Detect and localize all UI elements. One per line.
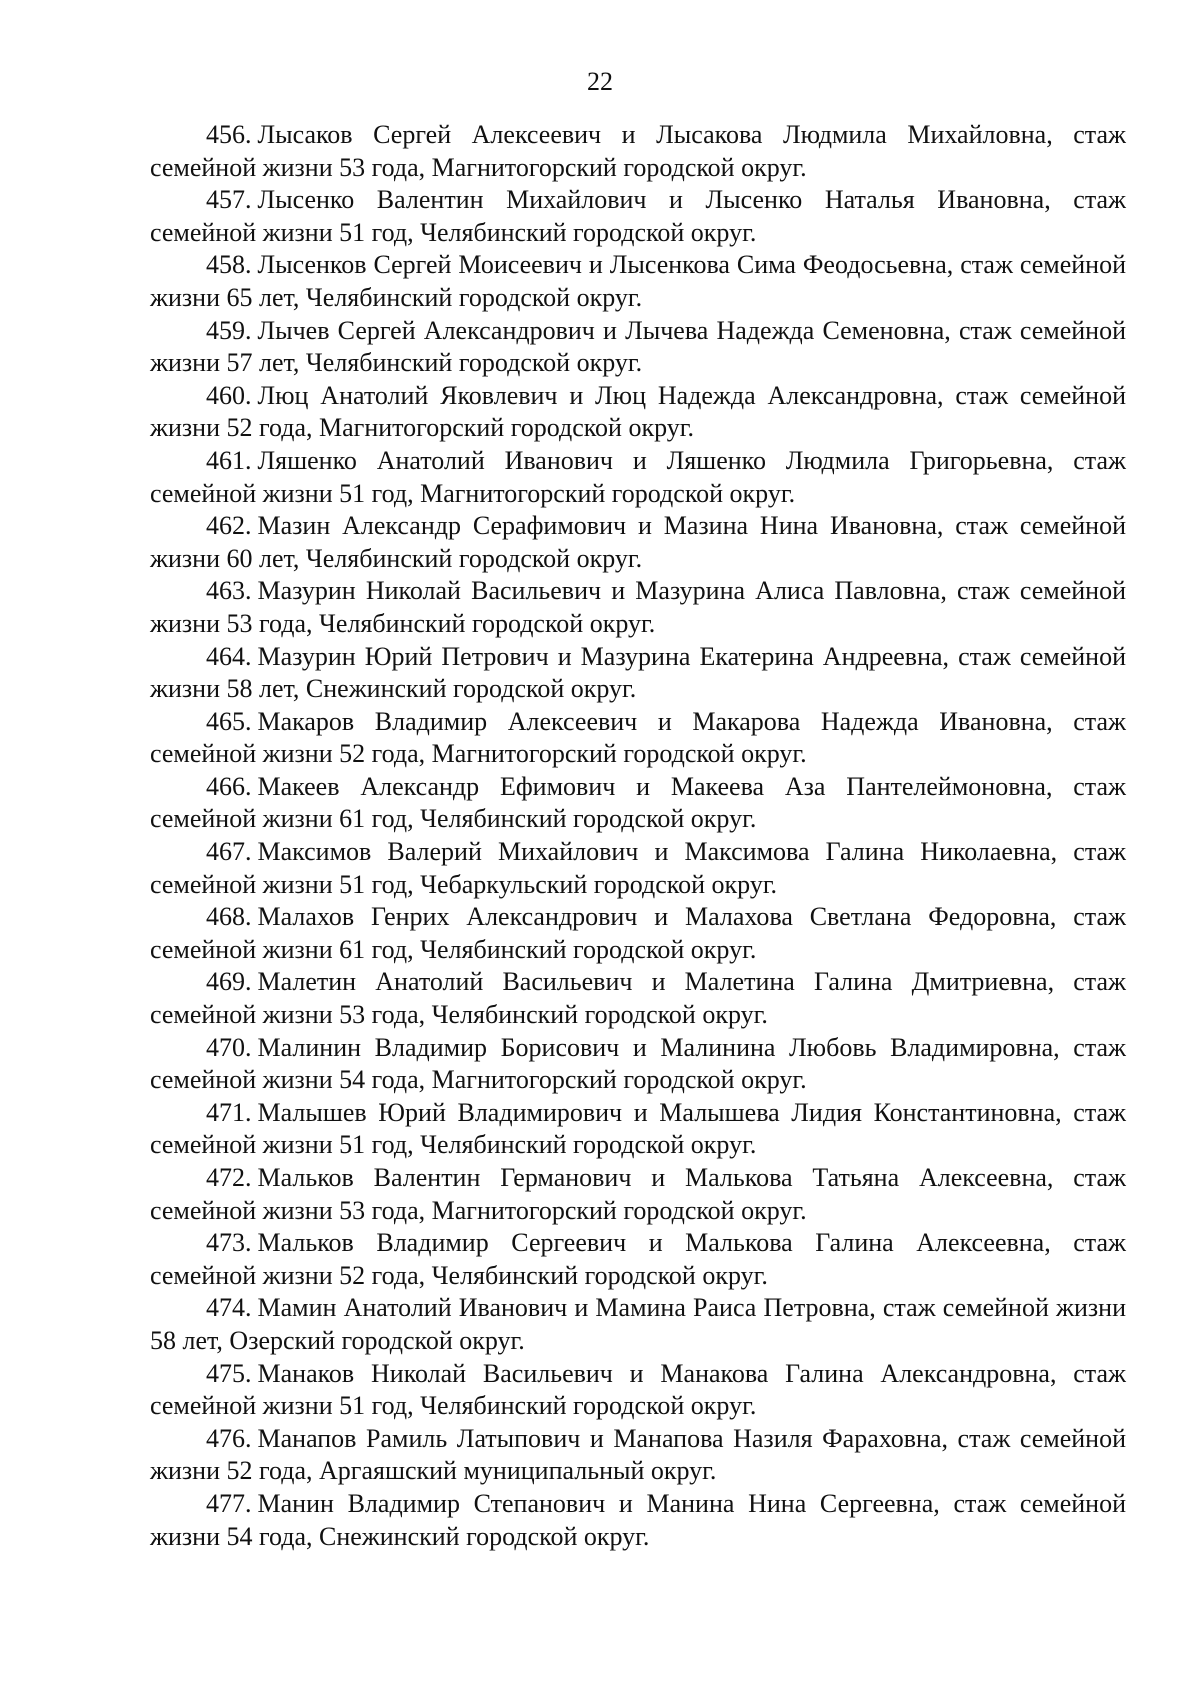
entry-number: 476. [206,1423,252,1453]
entry-number: 462. [206,511,252,541]
entry-number: 456. [206,120,252,149]
entry-text: Малышев Юрий Владимирович и Малышева Лидия Константиновна, стаж семейной жизни 51 год, Челябинский городской округ. [150,1097,1126,1160]
entry-number: 467. [206,837,252,867]
list-item [150,249,1126,314]
entry-text: Лычев Сергей Александрович и Лычева Надежда Семеновна, стаж семейной жизни 57 лет, Челябинский городской округ. [150,315,1126,378]
entry-text: Лысенко Валентин Михайлович и Лысенко Наталья Ивановна, стаж семейной жизни 51 год, Челябинский городской округ. [150,185,1126,247]
entry-text: Максимов Валерий Михайлович и Максимова Галина Николаевна, стаж семейной жизни 51 год, Чебаркульский городской округ. [150,837,1126,899]
entry-text: Манапов Рамиль Латыпович и Манапова Назиля Фараховна, стаж семейной жизни 52 года, Аргаяшский муниципальный округ. [150,1423,1126,1486]
list-item [150,510,1126,575]
list-item [150,1423,1126,1488]
entry-number: 461. [206,445,252,475]
entry-number: 469. [206,967,252,997]
entry-text: Мамин Анатолий Иванович и Мамина Раиса Петровна, стаж семейной жизни 58 лет, Озерский городской округ. [150,1293,1126,1355]
list-item [150,706,1126,771]
entry-number: 459. [206,315,252,345]
entry-number: 474. [206,1293,252,1323]
entry-number: 463. [206,576,252,606]
entry-text: Ляшенко Анатолий Иванович и Ляшенко Людмила Григорьевна, стаж семейной жизни 51 год, Магнитогорский городской округ. [150,445,1126,508]
entry-text: Лысенков Сергей Моисеевич и Лысенкова Сима Феодосьевна, стаж семейной жизни 65 лет, Челябинский городской округ. [150,250,1126,312]
entry-text: Мазин Александр Серафимович и Мазина Нина Ивановна, стаж семейной жизни 60 лет, Челябинский городской округ. [150,511,1126,573]
entry-number: 470. [206,1032,252,1062]
entry-number: 465. [206,706,252,736]
entry-number: 473. [206,1228,252,1258]
entry-text: Мальков Владимир Сергеевич и Малькова Галина Алексеевна, стаж семейной жизни 52 года, Челябинский городской округ. [150,1228,1126,1290]
entry-text: Мазурин Николай Васильевич и Мазурина Алиса Павловна, стаж семейной жизни 53 года, Челябинский городской округ. [150,576,1126,638]
list-item [150,1032,1126,1097]
entry-text: Малахов Генрих Александрович и Малахова Светлана Федоровна, стаж семейной жизни 61 год, Челябинский городской округ. [150,902,1126,964]
entry-number: 477. [206,1488,252,1518]
list-item [150,575,1126,640]
entry-number: 457. [206,185,252,215]
entry-text: Люц Анатолий Яковлевич и Люц Надежда Александровна, стаж семейной жизни 52 года, Магнитогорский городской округ. [150,380,1126,443]
entry-number: 468. [206,902,252,932]
entry-text: Малинин Владимир Борисович и Малинина Любовь Владимировна, стаж семейной жизни 54 года, Магнитогорский городской округ. [150,1032,1126,1095]
list-item [150,380,1126,445]
entry-text: Манин Владимир Степанович и Манина Нина Сергеевна, стаж семейной жизни 54 года, Снежинский городской округ. [150,1488,1126,1551]
entry-text: Макеев Александр Ефимович и Макеева Аза Пантелеймоновна, стаж семейной жизни 61 год, Челябинский городской округ. [150,771,1126,834]
list-item [150,1488,1126,1553]
list-item [150,771,1126,836]
entry-number: 458. [206,250,252,280]
list-item [150,901,1126,966]
entry-text: Малетин Анатолий Васильевич и Малетина Галина Дмитриевна, стаж семейной жизни 53 года, Челябинский городской округ. [150,967,1126,1030]
entry-text: Мазурин Юрий Петрович и Мазурина Екатерина Андреевна, стаж семейной жизни 58 лет, Снежинский городской округ. [150,641,1126,704]
entry-number: 460. [206,380,252,410]
entry-text: Мальков Валентин Германович и Малькова Татьяна Алексеевна, стаж семейной жизни 53 года, Магнитогорский городской округ. [150,1163,1126,1225]
list-item [150,1227,1126,1292]
entry-number: 472. [206,1163,252,1192]
list-item [150,1358,1126,1423]
entry-list [150,119,1126,1553]
list-item [150,641,1126,706]
list-item [150,184,1126,249]
list-item [150,1292,1126,1357]
entry-text: Макаров Владимир Алексеевич и Макарова Надежда Ивановна, стаж семейной жизни 52 года, Магнитогорский городской округ. [150,706,1126,769]
entry-number: 475. [206,1358,252,1388]
page-number: 22 [587,67,613,96]
entry-number: 471. [206,1097,252,1127]
list-item [150,1162,1126,1227]
entry-text: Манаков Николай Васильевич и Манакова Галина Александровна, стаж семейной жизни 51 год, Челябинский городской округ. [150,1358,1126,1421]
entry-number: 466. [206,771,252,801]
list-item [150,445,1126,510]
entry-number: 464. [206,641,252,671]
list-item [150,966,1126,1031]
entry-text: Лысаков Сергей Алексеевич и Лысакова Людмила Михайловна, стаж семейной жизни 53 года, Магнитогорский городской округ. [150,120,1126,182]
list-item [150,1097,1126,1162]
list-item [150,315,1126,380]
list-item [150,836,1126,901]
list-item [150,119,1126,184]
